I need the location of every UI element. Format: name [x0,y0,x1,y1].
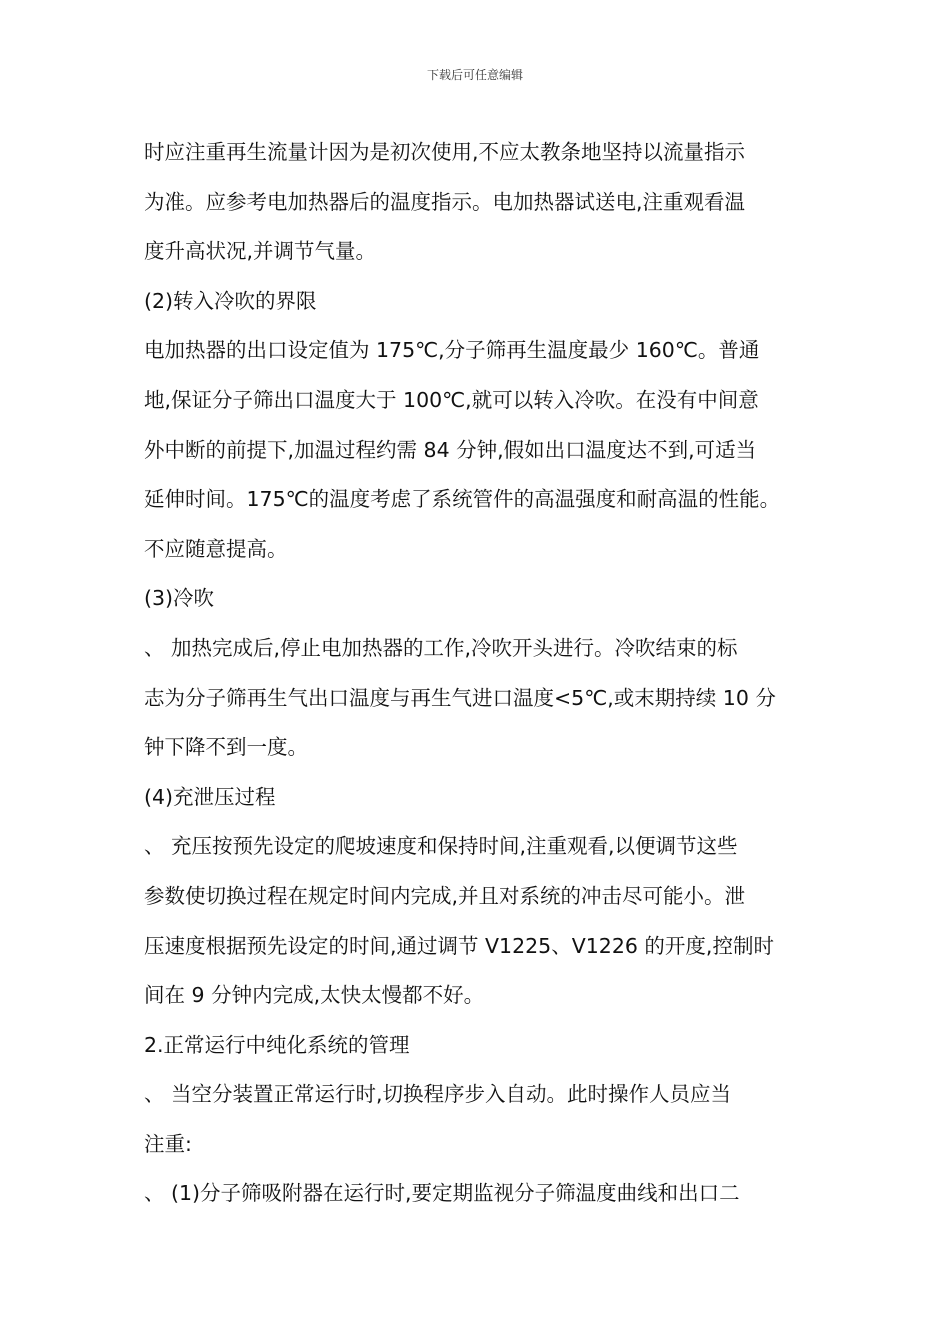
text-line: 外中断的前提下,加温过程约需 84 分钟,假如出口温度达不到,可适当 [144,437,757,462]
text-line: 间在 9 分钟内完成,太快太慢都不好。 [144,983,485,1008]
text-line: 地,保证分子筛出口温度大于 100℃,就可以转入冷吹。在没有中间意 [144,387,759,412]
text-line: 注重: [144,1131,192,1156]
text-line: 延伸时间。175℃的温度考虑了系统管件的高温强度和耐高温的性能。 [144,487,781,512]
text-line: 度升高状况,并调节气量。 [144,239,377,264]
text-line: 压速度根据预先设定的时间,通过调节 V1225、V1226 的开度,控制时 [144,933,774,958]
section-heading: (2)转入冷吹的界限 [144,288,317,313]
text-line: 不应随意提高。 [144,536,288,561]
text-line: 电加热器的出口设定值为 175℃,分子筛再生温度最少 160℃。普通 [144,338,760,363]
text-line: 、 当空分装置正常运行时,切换程序步入自动。此时操作人员应当 [144,1082,732,1107]
text-line: 参数使切换过程在规定时间内完成,并且对系统的冲击尽可能小。泄 [144,883,746,908]
text-line: 、 加热完成后,停止电加热器的工作,冷吹开头进行。冷吹结束的标 [144,635,738,660]
body-text [144,128,824,1219]
text-line: 、 (1)分子筛吸附器在运行时,要定期监视分子筛温度曲线和出口二 [144,1181,740,1206]
section-heading: 2.正常运行中纯化系统的管理 [144,1032,410,1057]
text-line: 时应注重再生流量计因为是初次使用,不应太教条地坚持以流量指示 [144,140,746,164]
text-line: 钟下降不到一度。 [144,735,308,760]
section-heading: (4)充泄压过程 [144,784,276,809]
page-header: 下载后可任意编辑 [426,68,523,82]
text-line: 、 充压按预先设定的爬坡速度和保持时间,注重观看,以便调节这些 [144,834,738,859]
section-heading: (3)冷吹 [144,586,215,611]
text-line: 志为分子筛再生气出口温度与再生气进口温度<5℃,或末期持续 10 分 [144,685,776,710]
text-line: 为准。应参考电加热器后的温度指示。电加热器试送电,注重观看温 [144,189,746,214]
